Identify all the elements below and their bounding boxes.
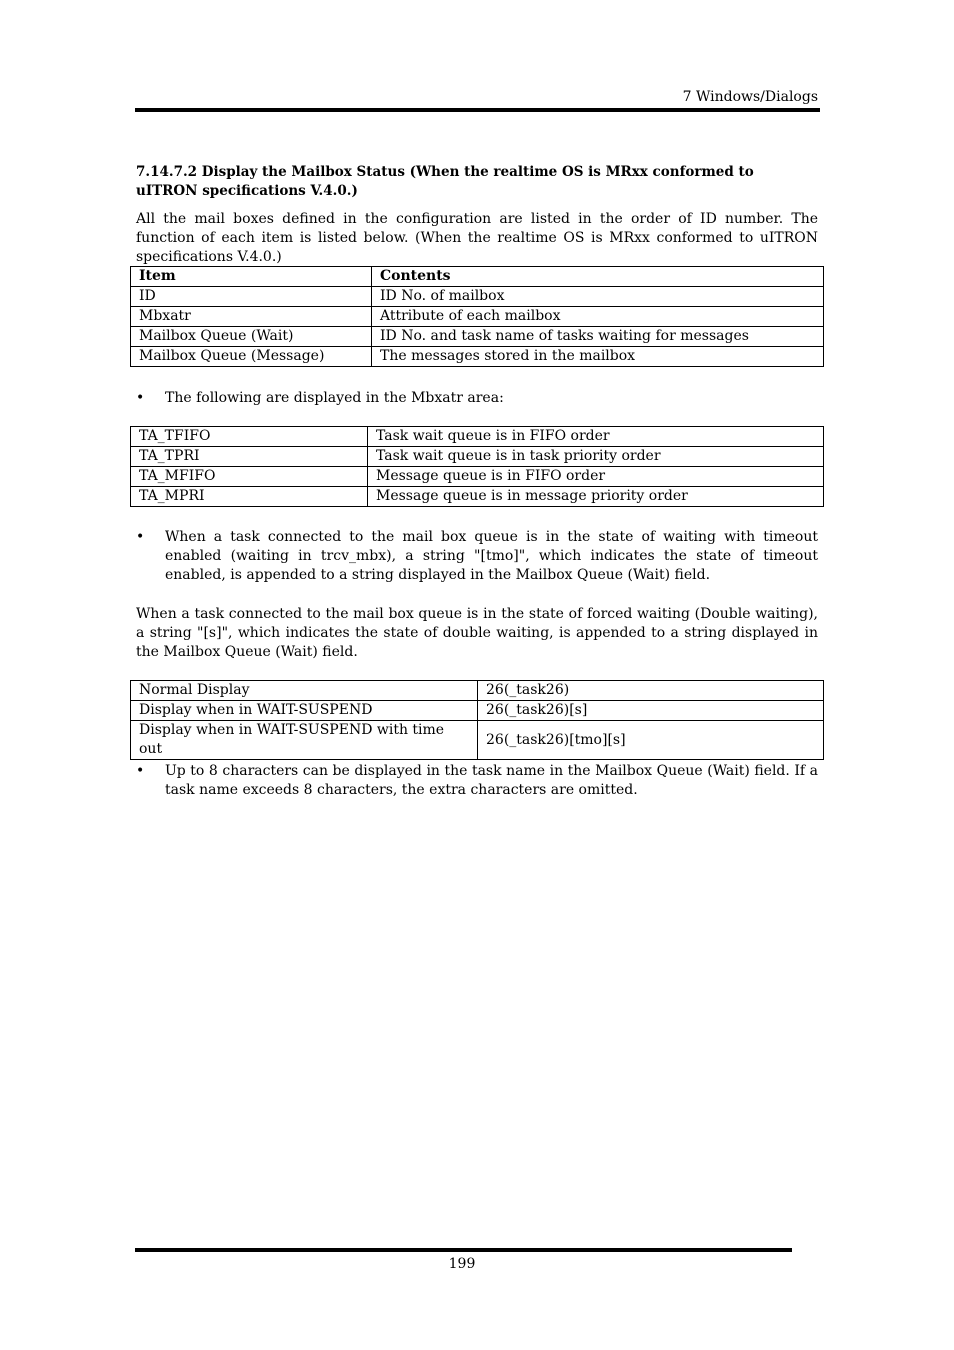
page-number: 199 <box>448 1256 476 1272</box>
header-contents: Contents <box>372 267 824 287</box>
table-row <box>131 487 824 507</box>
header-item: Item <box>131 267 372 287</box>
table-cell: Display when in WAIT-SUSPEND with time out <box>131 721 478 760</box>
table-row <box>131 447 824 467</box>
table-header-row <box>131 267 824 287</box>
bullet-task-name-limit <box>136 762 818 800</box>
table-cell: TA_MPRI <box>131 487 368 507</box>
bullet-dot: • <box>136 763 145 779</box>
table-cell: 26(_task26)[s] <box>478 701 824 721</box>
table-cell: 26(_task26) <box>478 681 824 701</box>
items-table <box>130 266 824 367</box>
table-cell: TA_TFIFO <box>131 427 368 447</box>
table-row <box>131 287 824 307</box>
bullet-text: The following are displayed in the Mbxatr area: <box>165 390 504 406</box>
table-cell: Message queue is in message priority order <box>368 487 824 507</box>
footer-rule <box>135 1248 792 1252</box>
table-row <box>131 701 824 721</box>
table-cell: Normal Display <box>131 681 478 701</box>
intro-paragraph: All the mail boxes defined in the configuration are listed in the order of ID number. The function of each item is listed below. (When the realtime OS is MRxx conformed to uITRON specifications V.4.0.) <box>136 211 818 265</box>
table-row <box>131 721 824 760</box>
table-row <box>131 467 824 487</box>
bullet-text: Up to 8 characters can be displayed in the task name in the Mailbox Queue (Wait) field. If a task name exceeds 8 characters, the extra characters are omitted. <box>165 763 818 798</box>
table-cell: TA_TPRI <box>131 447 368 467</box>
table-cell: 26(_task26)[tmo][s] <box>478 721 824 760</box>
section-title: 7.14.7.2 Display the Mailbox Status (When the realtime OS is MRxx conformed to uITRON specifications V.4.0.) <box>136 164 754 199</box>
table-cell: Mailbox Queue (Message) <box>131 347 372 367</box>
bullet-dot: • <box>136 390 145 406</box>
table-cell: Display when in WAIT-SUSPEND <box>131 701 478 721</box>
table-row <box>131 347 824 367</box>
bullet-text: When a task connected to the mail box queue is in the state of waiting with timeout enabled (waiting in trcv_mbx), a string "[tmo]", which indicates the state of timeout enabled, is appended to a string displayed in the Mailbox Queue (Wait) field. <box>165 529 818 583</box>
table-row <box>131 327 824 347</box>
bullet-timeout <box>136 528 818 585</box>
table-row <box>131 681 824 701</box>
table-cell: Message queue is in FIFO order <box>368 467 824 487</box>
table-cell: Attribute of each mailbox <box>372 307 824 327</box>
table-cell: ID No. of mailbox <box>372 287 824 307</box>
table-cell: ID No. and task name of tasks waiting for messages <box>372 327 824 347</box>
display-table <box>130 680 824 760</box>
table-cell: The messages stored in the mailbox <box>372 347 824 367</box>
table-cell: TA_MFIFO <box>131 467 368 487</box>
table-cell: ID <box>131 287 372 307</box>
table-cell: Mailbox Queue (Wait) <box>131 327 372 347</box>
bullet-mbxatr-intro <box>136 389 818 408</box>
table-row <box>131 427 824 447</box>
running-header: 7 Windows/Dialogs <box>682 89 818 105</box>
bullet-dot: • <box>136 529 145 545</box>
table-row <box>131 307 824 327</box>
table-cell: Task wait queue is in FIFO order <box>368 427 824 447</box>
table-cell: Task wait queue is in task priority order <box>368 447 824 467</box>
double-waiting-paragraph: When a task connected to the mail box queue is in the state of forced waiting (Double waiting), a string "[s]", which indicates the state of double waiting, is appended to a string displayed in the Mailbox Queue (Wait) field. <box>136 606 818 660</box>
header-rule <box>135 108 820 112</box>
mbxatr-table <box>130 426 824 507</box>
table-cell: Mbxatr <box>131 307 372 327</box>
